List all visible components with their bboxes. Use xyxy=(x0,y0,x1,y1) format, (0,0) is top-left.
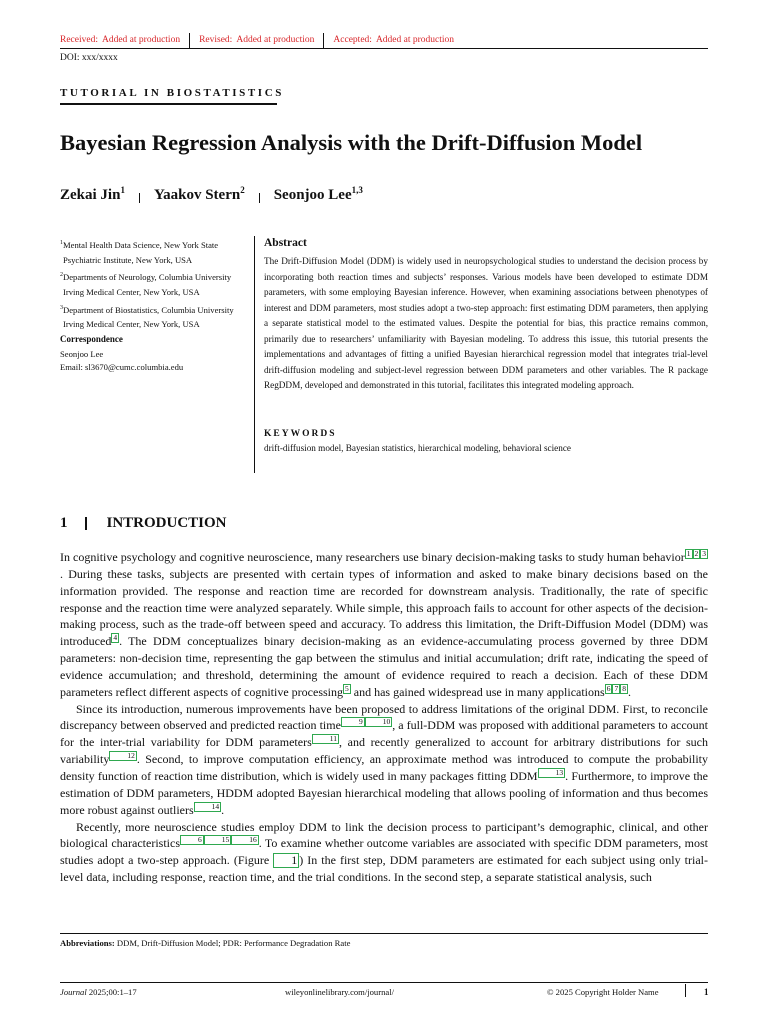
author-divider xyxy=(139,193,140,203)
history-accepted: Accepted: Added at production xyxy=(333,35,455,45)
paragraph: Recently, more neuroscience studies employ DDM to link the decision process to participant’s demographic, clinical, and other biological characteristics $^{6 15 16}$ . To examine whether outcome variables are associated with specific DDM parameters, most studies adopt a two-step approach. (Figure 1 ) In the first step, DDM parameters are estimated for each subject using only trial-level data, including response, reaction time, and the trial conditions. In the second step, a separate statistical analysis, such xyxy=(60,819,708,885)
affiliations xyxy=(60,236,250,332)
history-divider xyxy=(323,33,324,48)
abstract xyxy=(264,237,708,394)
article-category: TUTORIAL IN BIOSTATISTICS xyxy=(60,87,284,99)
citation[interactable]: 6 15 16 xyxy=(180,835,259,844)
abstract-heading: Abstract xyxy=(264,237,307,249)
author-name[interactable]: Seonjoo Lee$^{1,3}$ xyxy=(273,185,363,203)
keywords-text: drift-diffusion model, Bayesian statistics, hierarchical modeling, behavioral science xyxy=(264,443,572,453)
author-divider xyxy=(259,193,260,203)
keywords-heading: KEYWORDS xyxy=(264,429,337,439)
journal-url[interactable]: wileyonlinelibrary.com/journal/ xyxy=(285,987,394,997)
footnote-rule xyxy=(60,933,708,934)
affiliation-item: $^3$Department of Biostatistics, Columbia University Irving Medical Center, New York, USA xyxy=(60,304,234,330)
citation[interactable]: 5 xyxy=(345,683,349,693)
abbreviations-footnote: Abbreviations: DDM, Drift-Diffusion Model; PDR: Performance Degradation Rate xyxy=(60,938,351,948)
affiliation-item: $^2$Departments of Neurology, Columbia University Irving Medical Center, New York, USA xyxy=(60,272,232,297)
paragraph: In cognitive psychology and cognitive neuroscience, many researchers use binary decision-making tasks to study human behavior $^{1 2 3}$. During these tasks, subjects are presented with certain types of information and asked to make binary decisions based on the information provided. The response and reaction time are recorded for downstream analysis. Traditionally, the rate of specific response and the reaction time were analyzed separately. While simple, this approach fails to account for other aspects of the decision-making process, such as the trade-off between speed and accuracy. To address this limitation, the Drift-Diffusion Model (DDM) was introduced $^4$ . The DDM conceptualizes binary decision-making as an evidence-accumulating process governed by three DDM parameters: non-decision time, representing the gap between the stimulus and initial accumulation; drift rate, indicating the speed of evidence accumulation; and threshold, determining the amount of evidence required to reach a decision. Each of these DDM parameters reflect different aspects of cognitive processing $^5$ and has gained widespread use in many applications $^{6 7 8}$ . xyxy=(60,549,708,699)
column-divider xyxy=(254,236,255,473)
section-heading xyxy=(60,515,227,532)
citation[interactable]: 14 xyxy=(194,802,222,811)
abstract-text: The Drift-Diffusion Model (DDM) is widely used in neuropsychological studies to understand the decision process by incorporating both reaction times and subjects’ responses. Various models have been developed to estimate DDM parameters, with some employing Bayesian inference. However, when examining associations between phenotypes of interest and DDM parameters, most studies adopt a two-step approach: first estimating DDM parameters, then applying a separate statistical model to the estimated values. Despite the potential for bias, this practice remains common, primarily due to researchers’ unfamiliarity with Bayesian modeling. To address this issue, this tutorial presents the implementations and advantages of fitting a unified Bayesian hierarchical regression model that integrates trial-level drift-diffusion modeling and subject-level regression between DDM parameters and other variables. The R package RegDDM, developed and demonstrated in this tutorial, facilitates this integrated modeling approach. xyxy=(264,256,708,391)
citation[interactable]: 6 7 8 xyxy=(606,683,626,693)
section-divider xyxy=(85,517,87,530)
section-title: INTRODUCTION xyxy=(106,515,227,531)
page-number: 1 xyxy=(704,987,709,997)
author-name[interactable]: Zekai Jin$^1$ xyxy=(60,185,125,203)
author-list xyxy=(60,185,363,204)
citation[interactable]: 1 2 3 xyxy=(686,549,706,558)
footer-rule xyxy=(60,982,708,983)
footer-divider xyxy=(685,984,686,997)
history-received: Received: Added at production xyxy=(60,35,181,45)
publication-history xyxy=(60,32,454,48)
body-text xyxy=(60,549,708,886)
correspondence-label: Correspondence xyxy=(60,334,123,344)
citation[interactable]: 11 xyxy=(312,734,339,743)
citation[interactable]: 4 xyxy=(113,633,118,643)
affiliation-item: $^1$Mental Health Data Science, New York State Psychiatric Institute, New York, USA xyxy=(60,239,219,265)
citation[interactable]: 9 10 xyxy=(341,717,392,726)
paragraph: Since its introduction, numerous improvements have been proposed to address limitations of the original DDM. First, to reconcile discrepancy between observed and predicted reaction time $^{9 10}$ , a full-DDM was proposed with additional parameters to account for the inter-trial variability for DDM parameters $^{11}$ , and recently generalized to account for arbitrary distributions for such variability $^{12}$ . Second, to improve computation efficiency, an approximate method was introduced to compute the probability density function of reaction time distribution, which is widely used in many packages fitting DDM $^{13}$ . Furthermore, to improve the estimation of DDM parameters, HDDM adopted Bayesian hierarchical modeling that allows pooling of information and thus becomes more robust against outliers $^{14}$ . xyxy=(60,701,709,817)
citation[interactable]: 13 xyxy=(538,768,566,777)
doi[interactable]: DOI: xxx/xxxx xyxy=(60,53,118,63)
correspondence-email[interactable]: Email: sl3670@cumc.columbia.edu xyxy=(60,362,184,372)
history-divider xyxy=(189,33,190,48)
section-number: 1 xyxy=(60,515,68,531)
journal-citation: Journal 2025;00:1–17 xyxy=(60,987,137,997)
citation[interactable]: 12 xyxy=(109,751,137,760)
article-title: Bayesian Regression Analysis with the Drift-Diffusion Model xyxy=(60,130,643,155)
category-underline xyxy=(60,103,277,105)
correspondence xyxy=(60,333,250,375)
keywords xyxy=(264,429,708,455)
figure-reference[interactable]: 1 xyxy=(273,853,299,867)
header-rule xyxy=(60,48,708,49)
correspondence-name: Seonjoo Lee xyxy=(60,348,104,359)
author-name[interactable]: Yaakov Stern$^2$ xyxy=(153,185,245,203)
history-revised: Revised: Added at production xyxy=(199,35,315,45)
copyright: © 2025 Copyright Holder Name xyxy=(547,987,659,997)
